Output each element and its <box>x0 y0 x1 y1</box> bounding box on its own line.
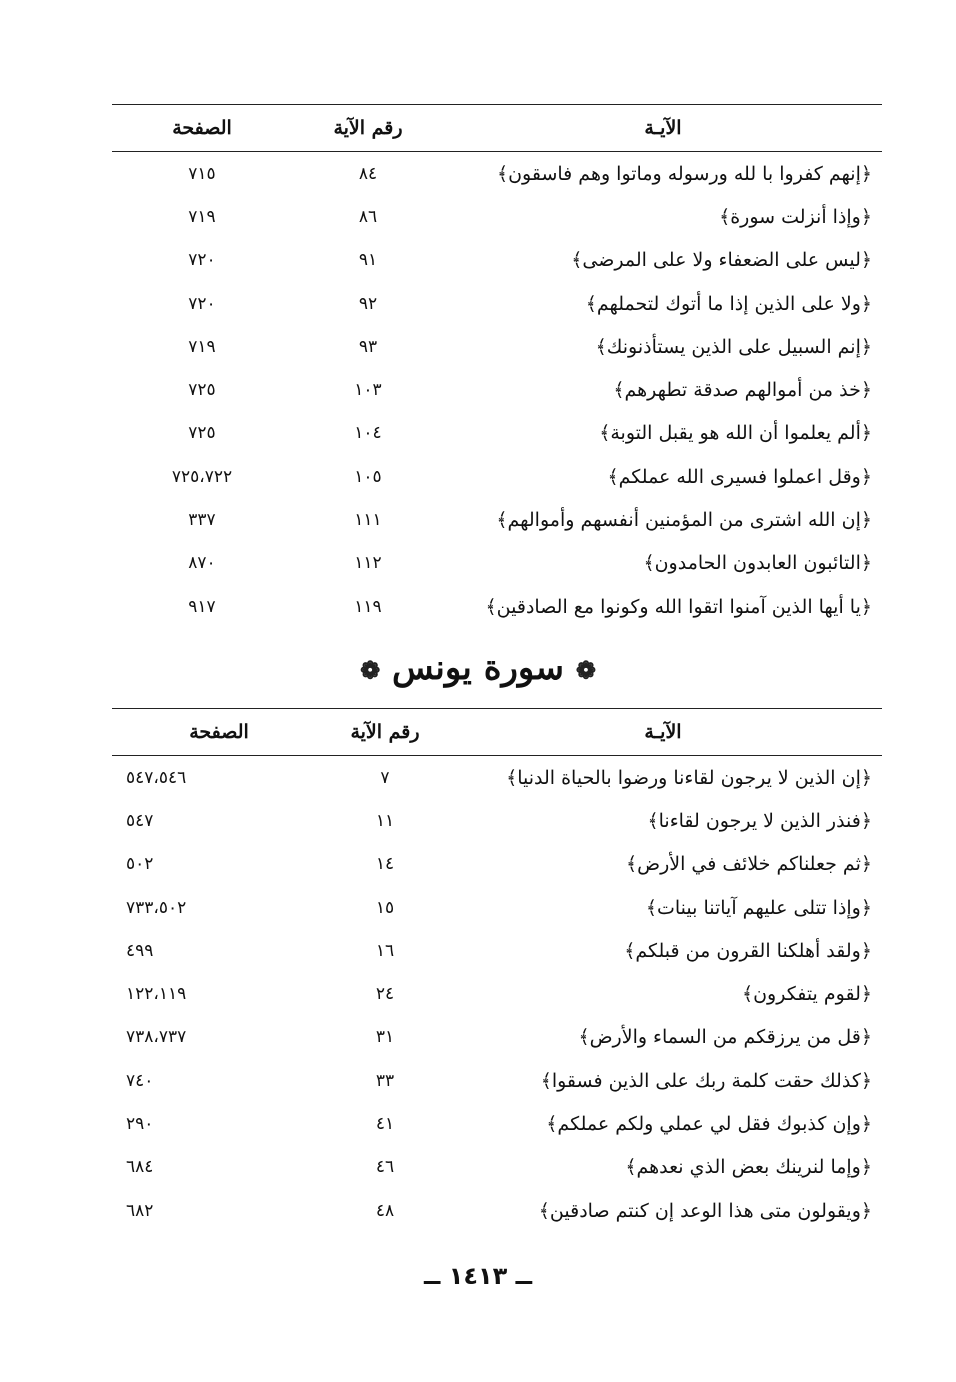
table-row <box>112 282 882 325</box>
table-row <box>112 498 882 541</box>
header-verse-number: رقم الآية <box>333 117 403 139</box>
verse-number-cell: ٨٤ <box>358 163 378 184</box>
verse-number-cell: ١٦ <box>375 940 395 961</box>
surah-title <box>0 648 956 688</box>
verse-number-cell: ١٠٤ <box>354 423 382 444</box>
verse-cell: ﴿وإما لنرينك بعض الذي نعدهم﴾ <box>625 1156 872 1179</box>
verse-cell: ﴿إن الذين لا يرجون لقاءنا ورضوا بالحياة الدنيا﴾ <box>506 766 872 789</box>
verse-cell: ﴿يا أيها الذين آمنوا اتقوا الله وكونوا مع الصادقين﴾ <box>485 595 872 618</box>
page-cell: ٨٧٠ <box>188 553 216 574</box>
page-cell: ٧١٩ <box>188 206 216 227</box>
header-verse: الآيـة <box>644 721 682 743</box>
verse-cell: ﴿لقوم يتفكرون﴾ <box>741 983 872 1006</box>
table-row <box>112 412 882 455</box>
verse-cell: ﴿ثم جعلناكم خلائف في الأرض﴾ <box>626 853 872 876</box>
table-row <box>112 195 882 238</box>
table-row <box>112 1059 882 1102</box>
page-cell: ٤٩٩ <box>126 940 154 961</box>
verse-number-cell: ١٠٣ <box>354 380 382 401</box>
table-row <box>112 1189 882 1232</box>
table-row <box>112 368 882 411</box>
page-cell: ١٢٢،١١٩ <box>126 984 187 1005</box>
verse-number-cell: ٧ <box>380 767 390 788</box>
page-number: ــ ١٤١٣ ــ <box>423 1262 533 1290</box>
verse-number-cell: ٢٤ <box>375 984 395 1005</box>
table-row <box>112 799 882 842</box>
verse-number-cell: ١١٢ <box>354 553 382 574</box>
verse-cell: ﴿وإن كذبوك فقل لي عملي ولكم عملكم﴾ <box>546 1113 872 1136</box>
verse-number-cell: ٣٣ <box>375 1070 395 1091</box>
verse-cell: ﴿إن الله اشترى من المؤمنين أنفسهم وأموالهم﴾ <box>496 509 872 532</box>
table-row <box>112 843 882 886</box>
verse-number-cell: ٤٨ <box>375 1200 395 1221</box>
page-cell: ٧١٥ <box>188 163 216 184</box>
verse-number-cell: ٤١ <box>375 1114 395 1135</box>
header-verse: الآيـة <box>644 117 682 139</box>
table-row <box>112 542 882 585</box>
page-cell: ٢٩٠ <box>126 1114 154 1135</box>
header-verse-number: رقم الآية <box>350 721 420 743</box>
verse-cell: ﴿وإذا تتلى عليهم آياتنا بينات﴾ <box>645 896 872 919</box>
verse-number-cell: ١٠٥ <box>354 466 382 487</box>
table-row <box>112 929 882 972</box>
verse-cell: ﴿قل من يرزقكم من السماء والأرض﴾ <box>578 1026 872 1049</box>
surah-title-text: سورة يونس <box>392 648 564 688</box>
verse-number-cell: ٣١ <box>375 1027 395 1048</box>
table-row <box>112 455 882 498</box>
page-cell: ٧٣٣،٥٠٢ <box>126 897 187 918</box>
table-row <box>112 886 882 929</box>
table-header <box>112 105 882 151</box>
page-cell: ٧٣٨،٧٣٧ <box>126 1027 187 1048</box>
ornament-right-icon: ❁ <box>575 655 596 685</box>
verse-cell: ﴿وقل اعملوا فسيرى الله عملكم﴾ <box>607 465 872 488</box>
verse-number-cell: ٨٦ <box>358 206 378 227</box>
table-row <box>112 1102 882 1145</box>
table-row <box>112 1016 882 1059</box>
verse-cell: ﴿ولا على الذين إذا ما أتوك لتحملهم﴾ <box>585 292 872 315</box>
page-cell: ٧٢٥ <box>188 423 216 444</box>
table-header <box>112 709 882 755</box>
table-body <box>112 756 882 1232</box>
verse-number-cell: ١٥ <box>375 897 395 918</box>
verse-cell: ﴿خذ من أموالهم صدقة تطهرهم﴾ <box>613 379 872 402</box>
table-row <box>112 972 882 1015</box>
verse-number-cell: ٩١ <box>358 250 378 271</box>
page-cell: ٧٢٠ <box>188 293 216 314</box>
verse-number-cell: ١١٩ <box>354 596 382 617</box>
page-cell: ٧٢٥،٧٢٢ <box>171 466 233 487</box>
page-cell: ٦٨٢ <box>126 1200 154 1221</box>
verse-cell: ﴿وإذا أنزلت سورة﴾ <box>719 205 872 228</box>
index-table-yunus <box>112 708 882 1232</box>
verse-number-cell: ٤٦ <box>375 1157 395 1178</box>
page-cell: ٧٢٥ <box>188 380 216 401</box>
verse-number-cell: ١٤ <box>375 854 395 875</box>
page-cell: ٣٣٧ <box>188 510 216 531</box>
page-cell: ٥٠٢ <box>126 854 154 875</box>
table-row <box>112 152 882 195</box>
verse-cell: ﴿ألم يعلموا أن الله هو يقبل التوبة﴾ <box>599 422 872 445</box>
verse-cell: ﴿كذلك حقت كلمة ربك على الذين فسقوا﴾ <box>540 1069 872 1092</box>
page-cell: ٦٨٤ <box>126 1157 154 1178</box>
page-cell: ٥٤٧،٥٤٦ <box>126 767 187 788</box>
verse-cell: ﴿ولقد أهلكنا القرون من قبلكم﴾ <box>624 939 872 962</box>
table-body <box>112 152 882 628</box>
page-cell: ٧٤٠ <box>126 1070 154 1091</box>
table-row <box>112 1146 882 1189</box>
verse-cell: ﴿فنذر الذين لا يرجون لقاءنا﴾ <box>647 809 872 832</box>
page-cell: ٧١٩ <box>188 336 216 357</box>
table-row <box>112 239 882 282</box>
verse-cell: ﴿ليس على الضعفاء ولا على المرضى﴾ <box>571 249 872 272</box>
page-cell: ٩١٧ <box>188 596 216 617</box>
verse-cell: ﴿إنهم كفروا با لله ورسوله وماتوا وهم فاسقون﴾ <box>496 162 872 185</box>
verse-number-cell: ١١١ <box>354 510 382 531</box>
page-cell: ٧٢٠ <box>188 250 216 271</box>
ornament-left-icon: ❁ <box>360 655 381 685</box>
header-page: الصفحة <box>189 721 249 743</box>
table-row <box>112 756 882 799</box>
verse-number-cell: ٩٣ <box>358 336 378 357</box>
verse-number-cell: ٩٢ <box>358 293 378 314</box>
verse-cell: ﴿إنم السبيل على الذين يستأذنونك﴾ <box>595 335 872 358</box>
table-row <box>112 585 882 628</box>
index-table-tawba <box>112 104 882 628</box>
verse-cell: ﴿ويقولون متى هذا الوعد إن كنتم صادقين﴾ <box>538 1199 872 1222</box>
table-row <box>112 325 882 368</box>
header-page: الصفحة <box>172 117 232 139</box>
verse-cell: ﴿التائبون العابدون الحامدون﴾ <box>643 552 872 575</box>
verse-number-cell: ١١ <box>375 810 395 831</box>
page-cell: ٥٤٧ <box>126 810 154 831</box>
